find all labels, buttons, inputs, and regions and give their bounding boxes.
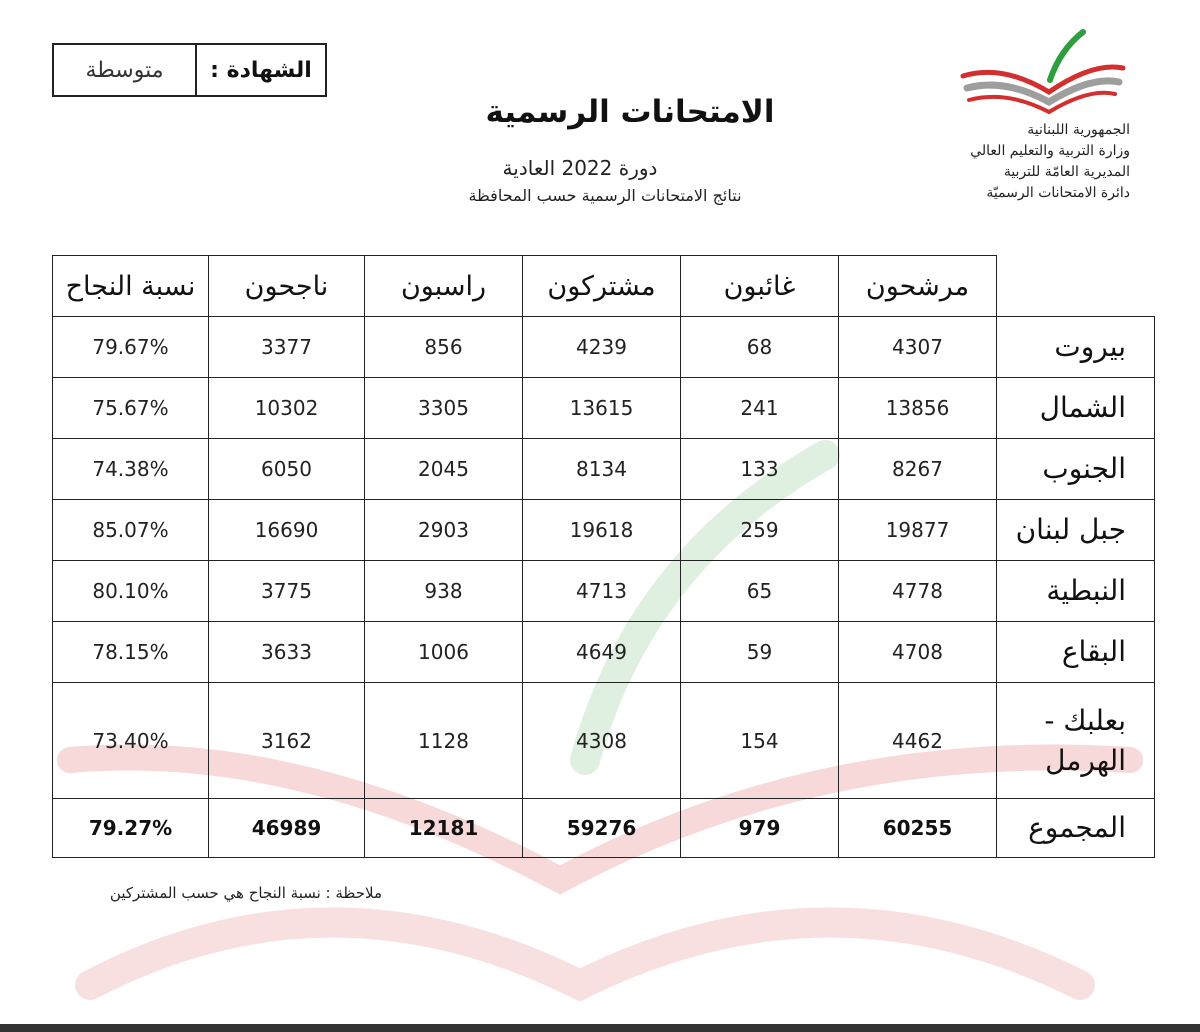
table-row (53, 500, 1155, 561)
header-passed: ناجحون (209, 256, 365, 317)
table-cell: 4308 (523, 683, 681, 799)
table-cell: 4708 (839, 622, 997, 683)
total-cell: 46989 (209, 799, 365, 858)
table-cell: 1128 (365, 683, 523, 799)
total-label: المجموع (997, 799, 1155, 858)
ministry-line: دائرة الامتحانات الرسميّة (986, 185, 1130, 201)
certificate-value: متوسطة (85, 57, 164, 83)
table-row (53, 561, 1155, 622)
table-cell: 65 (681, 561, 839, 622)
table-cell: 4649 (523, 622, 681, 683)
table-cell: 3633 (209, 622, 365, 683)
total-cell: 12181 (365, 799, 523, 858)
table-cell: 75.67% (53, 378, 209, 439)
table-cell: 3775 (209, 561, 365, 622)
table-cell: 85.07% (53, 500, 209, 561)
table-row (53, 622, 1155, 683)
header-participants: مشتركون (523, 256, 681, 317)
region-cell: بيروت (997, 317, 1155, 378)
total-cell: 79.27% (53, 799, 209, 858)
certificate-label: الشهادة : (195, 45, 325, 95)
table-cell: 80.10% (53, 561, 209, 622)
certificate-box (52, 43, 327, 97)
table-cell: 19877 (839, 500, 997, 561)
table-corner-cell (997, 256, 1155, 317)
table-cell: 4307 (839, 317, 997, 378)
table-row (53, 439, 1155, 500)
total-cell: 60255 (839, 799, 997, 858)
table-cell: 74.38% (53, 439, 209, 500)
header-candidates: مرشحون (839, 256, 997, 317)
ministry-header (930, 120, 1130, 204)
table-cell: 241 (681, 378, 839, 439)
total-cell: 979 (681, 799, 839, 858)
table-total-row (53, 799, 1155, 858)
ministry-line: وزارة التربية والتعليم العالي (970, 143, 1130, 159)
table-cell: 78.15% (53, 622, 209, 683)
table-cell: 2045 (365, 439, 523, 500)
table-cell: 4462 (839, 683, 997, 799)
ministry-line: المديرية العامّة للتربية (1003, 164, 1130, 180)
table-cell: 938 (365, 561, 523, 622)
table-cell: 10302 (209, 378, 365, 439)
results-subtitle: نتائج الامتحانات الرسمية حسب المحافظة (468, 186, 742, 205)
table-cell: 4239 (523, 317, 681, 378)
table-cell: 68 (681, 317, 839, 378)
table-cell: 259 (681, 500, 839, 561)
region-cell: النبطية (997, 561, 1155, 622)
results-table (52, 255, 1155, 858)
table-cell: 3377 (209, 317, 365, 378)
header-failed: راسبون (365, 256, 523, 317)
table-cell: 4778 (839, 561, 997, 622)
table-cell: 8267 (839, 439, 997, 500)
header-absent: غائبون (681, 256, 839, 317)
table-row (53, 378, 1155, 439)
table-cell: 13856 (839, 378, 997, 439)
region-cell: الشمال (997, 378, 1155, 439)
table-cell: 13615 (523, 378, 681, 439)
ministry-line: الجمهورية اللبنانية (1027, 122, 1130, 138)
table-cell: 133 (681, 439, 839, 500)
table-cell: 79.67% (53, 317, 209, 378)
page-title: الامتحانات الرسمية (485, 94, 775, 130)
table-cell: 8134 (523, 439, 681, 500)
region-cell: البقاع (997, 622, 1155, 683)
table-row (53, 317, 1155, 378)
table-row (53, 683, 1155, 799)
total-cell: 59276 (523, 799, 681, 858)
table-cell: 73.40% (53, 683, 209, 799)
table-cell: 856 (365, 317, 523, 378)
region-cell: الجنوب (997, 439, 1155, 500)
table-cell: 3162 (209, 683, 365, 799)
header-pass-rate: نسبة النجاح (53, 256, 209, 317)
region-cell: جبل لبنان (997, 500, 1155, 561)
table-header-row (53, 256, 1155, 317)
session-title: دورة 2022 العادية (502, 156, 658, 180)
table-cell: 1006 (365, 622, 523, 683)
table-cell: 6050 (209, 439, 365, 500)
table-cell: 16690 (209, 500, 365, 561)
ministry-logo (955, 28, 1135, 118)
table-cell: 4713 (523, 561, 681, 622)
table-cell: 59 (681, 622, 839, 683)
table-cell: 2903 (365, 500, 523, 561)
region-line: بعلبك - (1044, 703, 1126, 737)
region-line: الهرمل (1045, 743, 1126, 777)
footnote: ملاحظة : نسبة النجاح هي حسب المشتركين (109, 884, 382, 902)
table-cell: 19618 (523, 500, 681, 561)
region-cell (997, 683, 1155, 799)
table-cell: 154 (681, 683, 839, 799)
bottom-border (0, 1024, 1200, 1032)
table-cell: 3305 (365, 378, 523, 439)
